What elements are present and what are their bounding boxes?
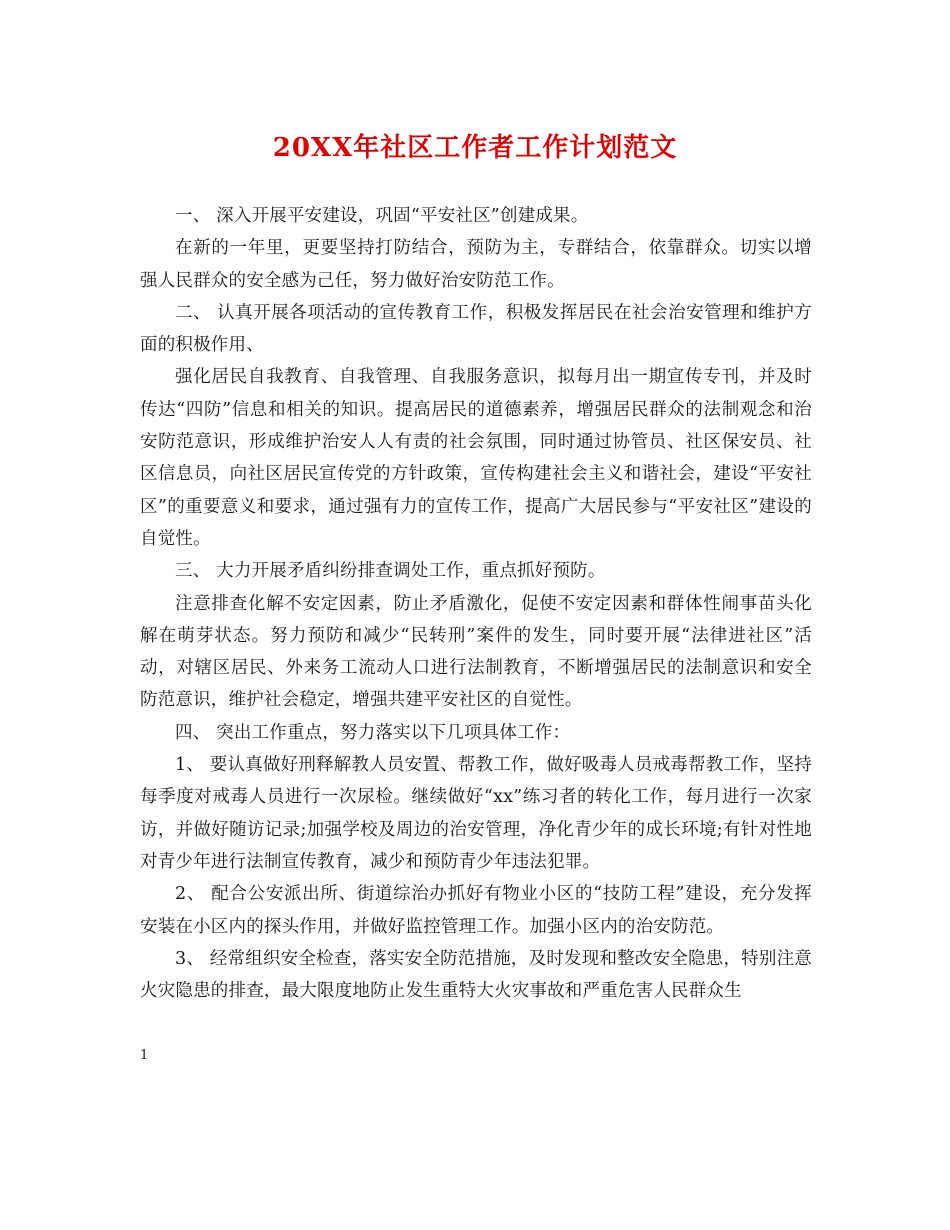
section-heading-3: 三、 大力开展矛盾纠纷排查调处工作，重点抓好预防。 — [175, 561, 606, 582]
body-paragraph: 强化居民自我教育、自我管理、自我服务意识，拟每月出一期宣传专刊，并及时传达“四防”信息和相关的知识。提高居民的道德素养，增强居民群众的法制观念和治安防范意识，形成维护治安人人有责的社会氛围，同时通过协管员、社区保安员、社区信息员，向社区居民宣传党的方针政策，宣传构建社会主义和谐社会，建设“平安社区”的重要意义和要求，通过强有力的宣传工作，提高广大居民参与“平安社区”建设的自觉性。 — [140, 367, 812, 549]
section-heading-2: 二、 认真开展各项活动的宣传教育工作，积极发挥居民在社会治安管理和维护方面的积极作用、 — [140, 302, 812, 356]
document-title: 20XX年社区工作者工作计划范文 — [272, 133, 678, 163]
list-item-1: 1、 要认真做好刑释解教人员安置、帮教工作，做好吸毒人员戒毒帮教工作，坚持每季度对戒毒人员进行一次尿检。继续做好“xx”练习者的转化工作，每月进行一次家访，并做好随访记录;加强学校及周边的治安管理，净化青少年的成长环境;有针对性地对青少年进行法制宣传教育，减少和预防青少年违法犯罪。 — [140, 755, 812, 872]
section-heading-1: 一、 深入开展平安建设，巩固“平安社区”创建成果。 — [175, 206, 589, 226]
list-item-2: 2、 配合公安派出所、街道综治办抓好有物业小区的“技防工程”建设，充分发挥安装在小区内的探头作用，并做好监控管理工作。加强小区内的治安防范。 — [140, 884, 812, 937]
body-paragraph: 在新的一年里，更要坚持打防结合，预防为主，专群结合，依靠群众。切实以增强人民群众的安全感为己任，努力做好治安防范工作。 — [140, 238, 812, 291]
section-heading-4: 四、 突出工作重点，努力落实以下几项具体工作： — [175, 722, 571, 743]
page-number: 1 — [140, 1048, 149, 1063]
body-paragraph: 注意排查化解不安定因素，防止矛盾激化，促使不安定因素和群体性闹事苗头化解在萌芽状态。努力预防和减少“民转刑”案件的发生，同时要开展“法律进社区”活动，对辖区居民、外来务工流动人口进行法制教育，不断增强居民的法制意识和安全防范意识，维护社会稳定，增强共建平安社区的自觉性。 — [140, 593, 812, 711]
list-item-3: 3、 经常组织安全检查，落实安全防范措施，及时发现和整改安全隐患，特别注意火灾隐患的排查，最大限度地防止发生重特大火灾事故和严重危害人民群众生 — [140, 948, 812, 1002]
document-body — [140, 200, 812, 1007]
